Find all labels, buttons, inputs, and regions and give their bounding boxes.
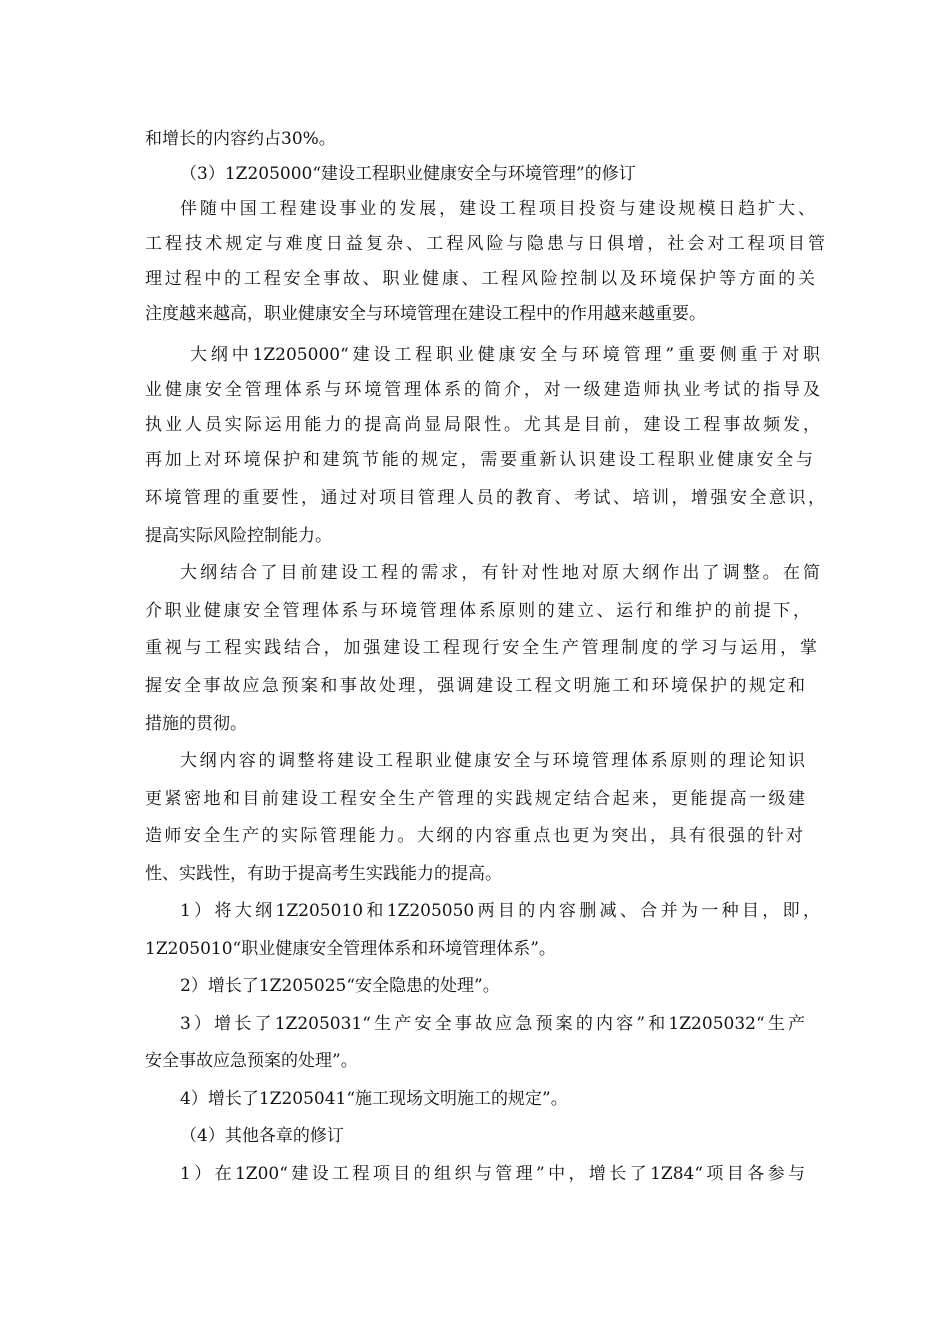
paragraph-line: 大纲中1Z205000“建设工程职业健康安全与环境管理”重要侧重于对职 [190, 345, 820, 365]
paragraph-line: 重视与工程实践结合，加强建设工程现行安全生产管理制度的学习与运用，掌 [145, 638, 817, 658]
paragraph-line: 性、实践性，有助于提高考生实践能力的提高。 [145, 864, 502, 884]
paragraph-line: 措施的贯彻。 [145, 714, 247, 734]
list-item: 1）将大纲1Z205010和1Z205050两目的内容删减、合并为一种目，即， [180, 901, 820, 921]
list-item: 4）增长了1Z205041“施工现场文明施工的规定”。 [180, 1089, 568, 1109]
paragraph-line: 大纲结合了目前建设工程的需求，有针对性地对原大纲作出了调整。在简 [180, 563, 820, 583]
section-heading: （3）1Z205000“建设工程职业健康安全与环境管理”的修订 [180, 164, 636, 184]
paragraph-line: 再加上对环境保护和建筑节能的规定，需要重新认识建设工程职业健康安全与 [145, 450, 813, 470]
paragraph-line: 更紧密地和目前建设工程安全生产管理的实践规定结合起来，更能提高一级建 [145, 789, 805, 809]
list-item: 1）在1Z00“建设工程项目的组织与管理”中，增长了1Z84“项目各参与 [180, 1164, 805, 1184]
list-item: 安全事故应急预案的处理”。 [145, 1051, 358, 1071]
paragraph-line: 环境管理的重要性，通过对项目管理人员的教育、考试、培训，增强安全意识， [145, 488, 825, 508]
paragraph-line: 工程技术规定与难度日益复杂、工程风险与隐患与日俱增，社会对工程项目管 [145, 234, 825, 254]
paragraph-line: 和增长的内容约占30%。 [145, 129, 336, 149]
paragraph-line: 握安全事故应急预案和事故处理，强调建设工程文明施工和环境保护的规定和 [145, 676, 805, 696]
paragraph-line: 理过程中的工程安全事故、职业健康、工程风险控制以及环境保护等方面的关 [145, 269, 815, 289]
paragraph-line: 造师安全生产的实际管理能力。大纲的内容重点也更为突出，具有很强的针对 [145, 826, 803, 846]
list-item: 2）增长了1Z205025“安全隐患的处理”。 [180, 976, 500, 996]
paragraph-line: 介职业健康安全管理体系与环境管理体系原则的建立、运行和维护的前提下， [145, 601, 810, 621]
section-heading: （4）其他各章的修订 [180, 1126, 344, 1146]
paragraph-line: 大纲内容的调整将建设工程职业健康安全与环境管理体系原则的理论知识 [180, 751, 805, 771]
list-item: 1Z205010“职业健康安全管理体系和环境管理体系”。 [145, 939, 556, 959]
list-item: 3）增长了1Z205031“生产安全事故应急预案的内容”和1Z205032“生产 [180, 1014, 805, 1034]
paragraph-line: 注度越来越高，职业健康安全与环境管理在建设工程中的作用越来越重要。 [145, 304, 706, 324]
paragraph-line: 执业人员实际运用能力的提高尚显局限性。尤其是目前，建设工程事故频发， [145, 415, 820, 435]
paragraph-line: 提高实际风险控制能力。 [145, 526, 332, 546]
paragraph-line: 业健康安全管理体系与环境管理体系的简介，对一级建造师执业考试的指导及 [145, 380, 820, 400]
paragraph-line: 伴随中国工程建设事业的发展，建设工程项目投资与建设规模日趋扩大、 [180, 199, 815, 219]
